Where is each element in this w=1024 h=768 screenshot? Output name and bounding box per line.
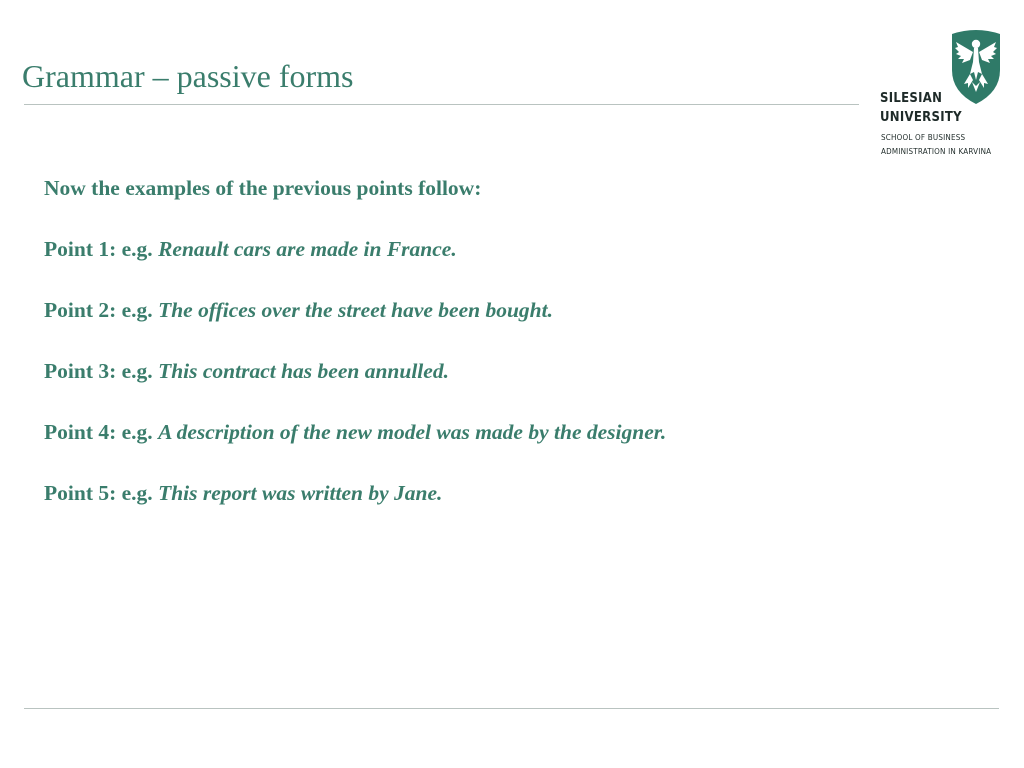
slide-content	[44, 173, 844, 539]
point-label: Point 1: e.g.	[44, 237, 153, 261]
point-5	[44, 478, 844, 508]
logo-school-line2: ADMINISTRATION IN KARVINA	[881, 147, 992, 156]
point-example: Renault cars are made in France.	[158, 237, 457, 261]
point-2	[44, 295, 844, 325]
point-example: This report was written by Jane.	[158, 481, 443, 505]
eagle-emblem-icon	[946, 28, 1006, 106]
point-example: This contract has been annulled.	[158, 359, 449, 383]
point-example: A description of the new model was made by the designer.	[158, 420, 667, 444]
point-label: Point 3: e.g.	[44, 359, 153, 383]
logo-university-name-line1: SILESIAN	[880, 91, 943, 106]
point-4	[44, 417, 844, 447]
slide-title: Grammar – passive forms	[22, 58, 354, 94]
point-example: The offices over the street have been bought.	[158, 298, 553, 322]
logo-university-name-line2: UNIVERSITY	[880, 110, 962, 125]
point-label: Point 2: e.g.	[44, 298, 153, 322]
intro-text: Now the examples of the previous points follow:	[44, 176, 482, 200]
point-3	[44, 356, 844, 386]
point-label: Point 4: e.g.	[44, 420, 153, 444]
point-label: Point 5: e.g.	[44, 481, 153, 505]
point-1	[44, 234, 844, 264]
footer-divider	[24, 708, 999, 709]
logo-school-line1: SCHOOL OF BUSINESS	[881, 133, 966, 142]
university-logo	[878, 28, 1018, 162]
title-divider	[24, 104, 859, 105]
